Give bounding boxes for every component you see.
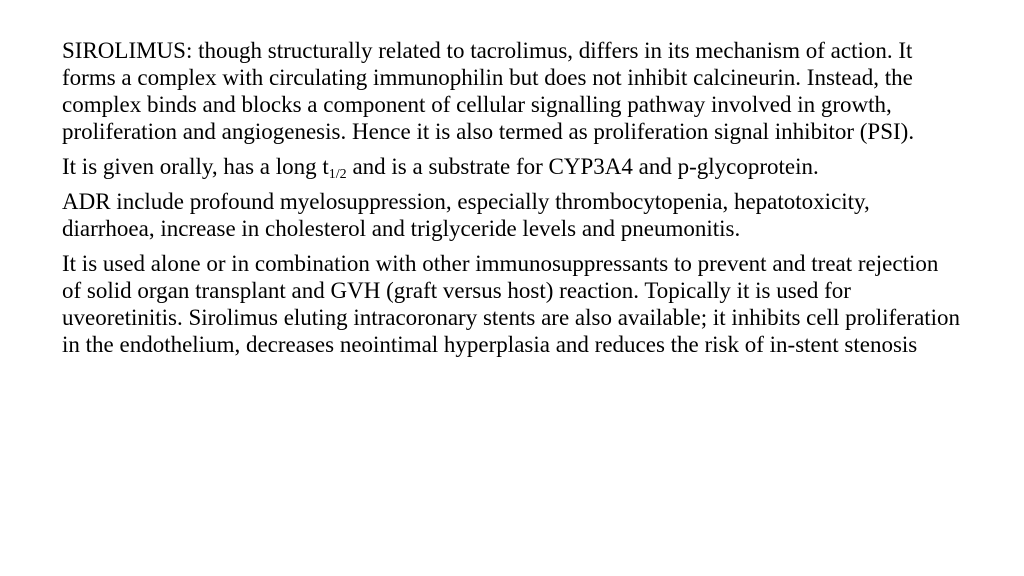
paragraph-pharmacokinetics <box>62 153 962 180</box>
half-life-subscript: 1/2 <box>328 167 347 182</box>
paragraph-adverse-reactions: ADR include profound myelosuppression, especially thrombocytopenia, hepatotoxicity, diarrhoea, increase in cholesterol and triglyceride levels and pneumonitis. <box>62 189 870 241</box>
paragraph-sirolimus-mechanism: SIROLIMUS: though structurally related to tacrolimus, differs in its mechanism of action. It forms a complex with circulating immunophilin but does not inhibit calcineurin. Instead, the complex binds and blocks a component of cellular signalling pathway involved in growth, proliferation and angiogenesis. Hence it is also termed as proliferation signal inhibitor (PSI). <box>62 38 915 144</box>
slide-body <box>62 37 962 366</box>
paragraph-uses: It is used alone or in combination with other immunosuppressants to prevent and treat rejection of solid organ transplant and GVH (graft versus host) reaction. Topically it is used for uveoretinitis. Sirolimus eluting intracoronary stents are also available; it inhibits cell proliferation in the endothelium, decreases neointimal hyperplasia and reduces the risk of in-stent stenosis <box>62 251 961 357</box>
pk-text-after: and is a substrate for CYP3A4 and p-glycoprotein. <box>346 154 819 179</box>
pk-text-before: It is given orally, has a long t <box>62 154 329 179</box>
